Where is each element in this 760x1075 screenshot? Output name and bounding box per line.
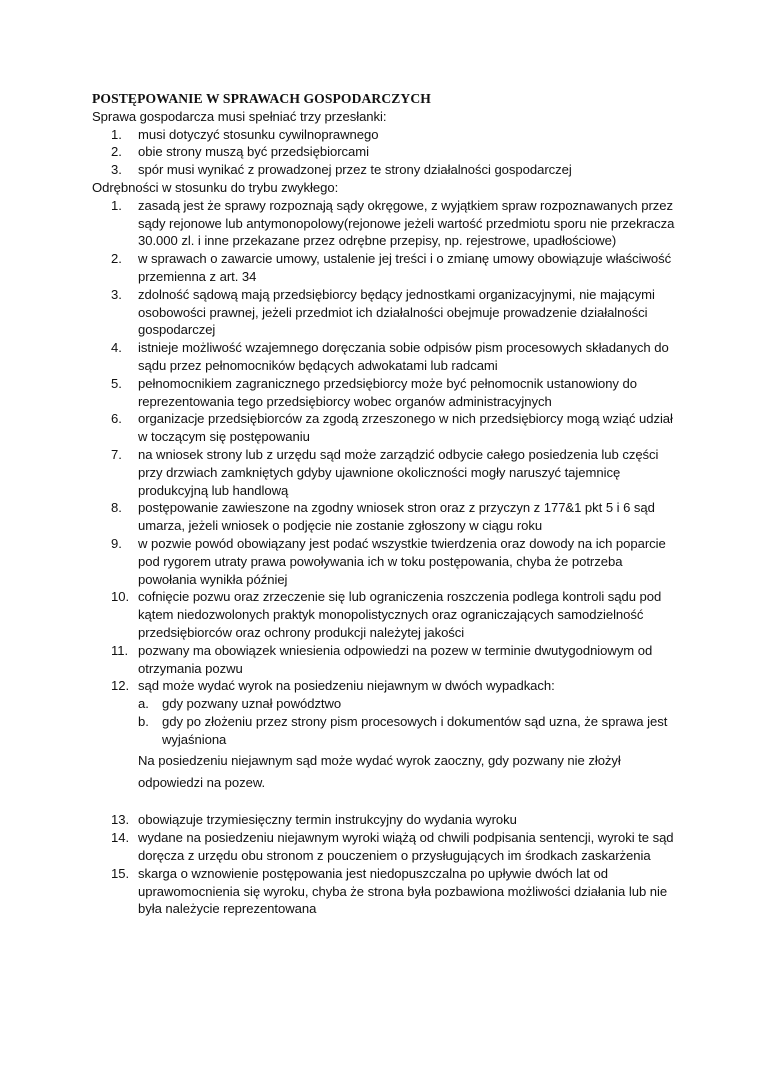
list-number: 10. [111,589,130,605]
list-number: 1. [111,197,122,213]
sublist-letter: a. [138,696,149,712]
list-number: 1. [111,126,122,142]
list-item-text: skarga o wznowienie postępowania jest niedopuszczalna po upływie dwóch lat od uprawomocnienia się wyroku, chyba że strona była pozbawiona możliwości działania lub nie była należycie reprezentowana [138,865,668,917]
list-item [92,535,682,588]
intro-text: Sprawa gospodarcza musi spełniać trzy przesłanki: [92,108,387,124]
list-item-text: organizacje przedsiębiorców za zgodą zrzeszonego w nich przedsiębiorcy mogą wziąć udział w toczącym się postępowaniu [138,411,673,445]
list-number: 3. [111,286,122,302]
list-item-text: musi dotyczyć stosunku cywilnoprawnego [138,126,379,142]
list-number: 12. [111,678,130,694]
list-item-text: wydane na posiedzeniu niejawnym wyroki wiążą od chwili podpisania sentencji, wyroki te sąd doręcza z urzędu obu stronom z pouczeniem o przysługujących im środkach zaskarżenia [138,830,674,864]
list-item [92,677,682,794]
document-page [92,90,682,918]
list-item-text: spór musi wynikać z prowadzonej przez te strony działalności gospodarczej [138,162,572,178]
item12-sublist [138,695,682,748]
list-item-text: cofnięcie pozwu oraz zrzeczenie się lub ograniczenia roszczenia podlega kontroli sądu pod kątem niedozwolonych praktyk monopolistycznych oraz ograniczających samodzielność przedsiębiorców oraz ochrony produkcji należytej jakości [138,589,662,640]
differences-list [92,197,682,918]
list-item [92,811,682,829]
list-item [92,829,682,865]
list-number: 2. [111,144,122,160]
list-item-text: na wniosek strony lub z urzędu sąd może zarządzić odbycie całego posiedzenia lub części przy drzwiach zamkniętych gdyby ujawnione okoliczności mogły naruszyć tajemnicę produkcyjną lub handlową [138,446,659,498]
conditions-list [92,126,682,179]
sublist-letter: b. [138,713,149,729]
sublist-item [138,695,682,713]
list-item-text: pełnomocnikiem zagranicznego przedsiębiorcy może być pełnomocnik ustanowiony do reprezentowania tego przedsiębiorcy wobec organów administracyjnych [138,375,637,409]
list-item [92,161,682,179]
list-item-text: zasadą jest że sprawy rozpoznają sądy okręgowe, z wyjątkiem spraw rozpoznawanych przez sądy rejonowe lub antymonopolowy(rejonowe jeżeli wartość przedmiotu sporu nie przekracza 30.000 zl. i inne przekazane przez odrębne przepisy, np. rejestrowe, upadłościowe) [138,197,675,249]
list-item-text: obie strony muszą być przedsiębiorcami [138,144,369,160]
list-number: 9. [111,535,122,551]
list-item-text: w pozwie powód obowiązany jest podać wszystkie twierdzenia oraz dowody na ich poparcie pod rygorem utraty prawa powoływania ich w toku postępowania, chyba że potrzeba powołania wynikła później [138,535,666,587]
list-number: 14. [111,830,130,846]
list-item-text: postępowanie zawieszone na zgodny wniosek stron oraz z przyczyn z 177&1 pkt 5 i 6 sąd umarza, jeżeli wniosek o podjęcie nie zostanie zgłoszony w ciągu roku [138,500,655,534]
list-item [92,588,682,641]
list-item [92,375,682,411]
sublist-item-text: gdy po złożeniu przez strony pism procesowych i dokumentów sąd uzna, że sprawa jest wyjaśniona [162,713,668,747]
sublist-item-text: gdy pozwany uznał powództwo [162,696,342,712]
list-number: 11. [111,642,129,658]
list-number: 8. [111,500,122,516]
differences-heading: Odrębności w stosunku do trybu zwykłego: [92,179,339,195]
list-item [92,642,682,678]
list-number: 15. [111,865,130,881]
list-number: 4. [111,340,122,356]
item12-details [138,695,682,794]
list-number: 13. [111,812,130,828]
list-number: 6. [111,411,122,427]
list-item [92,197,682,250]
list-item [92,446,682,499]
list-item-text: sąd może wydać wyrok na posiedzeniu niejawnym w dwóch wypadkach: [138,678,555,694]
list-item [92,499,682,535]
sublist-item [138,713,682,749]
list-item-text: w sprawach o zawarcie umowy, ustalenie jej treści i o zmianę umowy obowiązuje właściwość przemienna z art. 34 [138,251,672,284]
list-number: 3. [111,162,122,178]
list-item [92,126,682,144]
list-item-text: zdolność sądową mają przedsiębiorcy będący jednostkami organizacyjnymi, nie mającymi osobowości prawnej, jeżeli przedmiot ich działalności obejmuje prowadzenie działalności gospodarczej [138,286,655,338]
list-item [92,286,682,339]
list-item [92,410,682,446]
list-item [92,865,682,918]
list-item [92,143,682,161]
item12-note: Na posiedzeniu niejawnym sąd może wydać wyrok zaoczny, gdy pozwany nie złożył odpowiedzi na pozew. [138,753,621,791]
document-title: POSTĘPOWANIE W SPRAWACH GOSPODARCZYCH [92,91,431,106]
list-number: 5. [111,375,122,391]
list-item-text: obowiązuje trzymiesięczny termin instrukcyjny do wydania wyroku [138,812,517,828]
list-number: 2. [111,251,122,267]
list-item [92,250,682,286]
list-item-text: istnieje możliwość wzajemnego doręczania sobie odpisów pism procesowych składanych do sądu przez pełnomocników będących adwokatami lub radcami [138,340,669,373]
list-item-text: pozwany ma obowiązek wniesienia odpowiedzi na pozew w terminie dwutygodniowym od otrzymania pozwu [138,642,653,676]
list-number: 7. [111,446,122,462]
list-item [92,339,682,375]
